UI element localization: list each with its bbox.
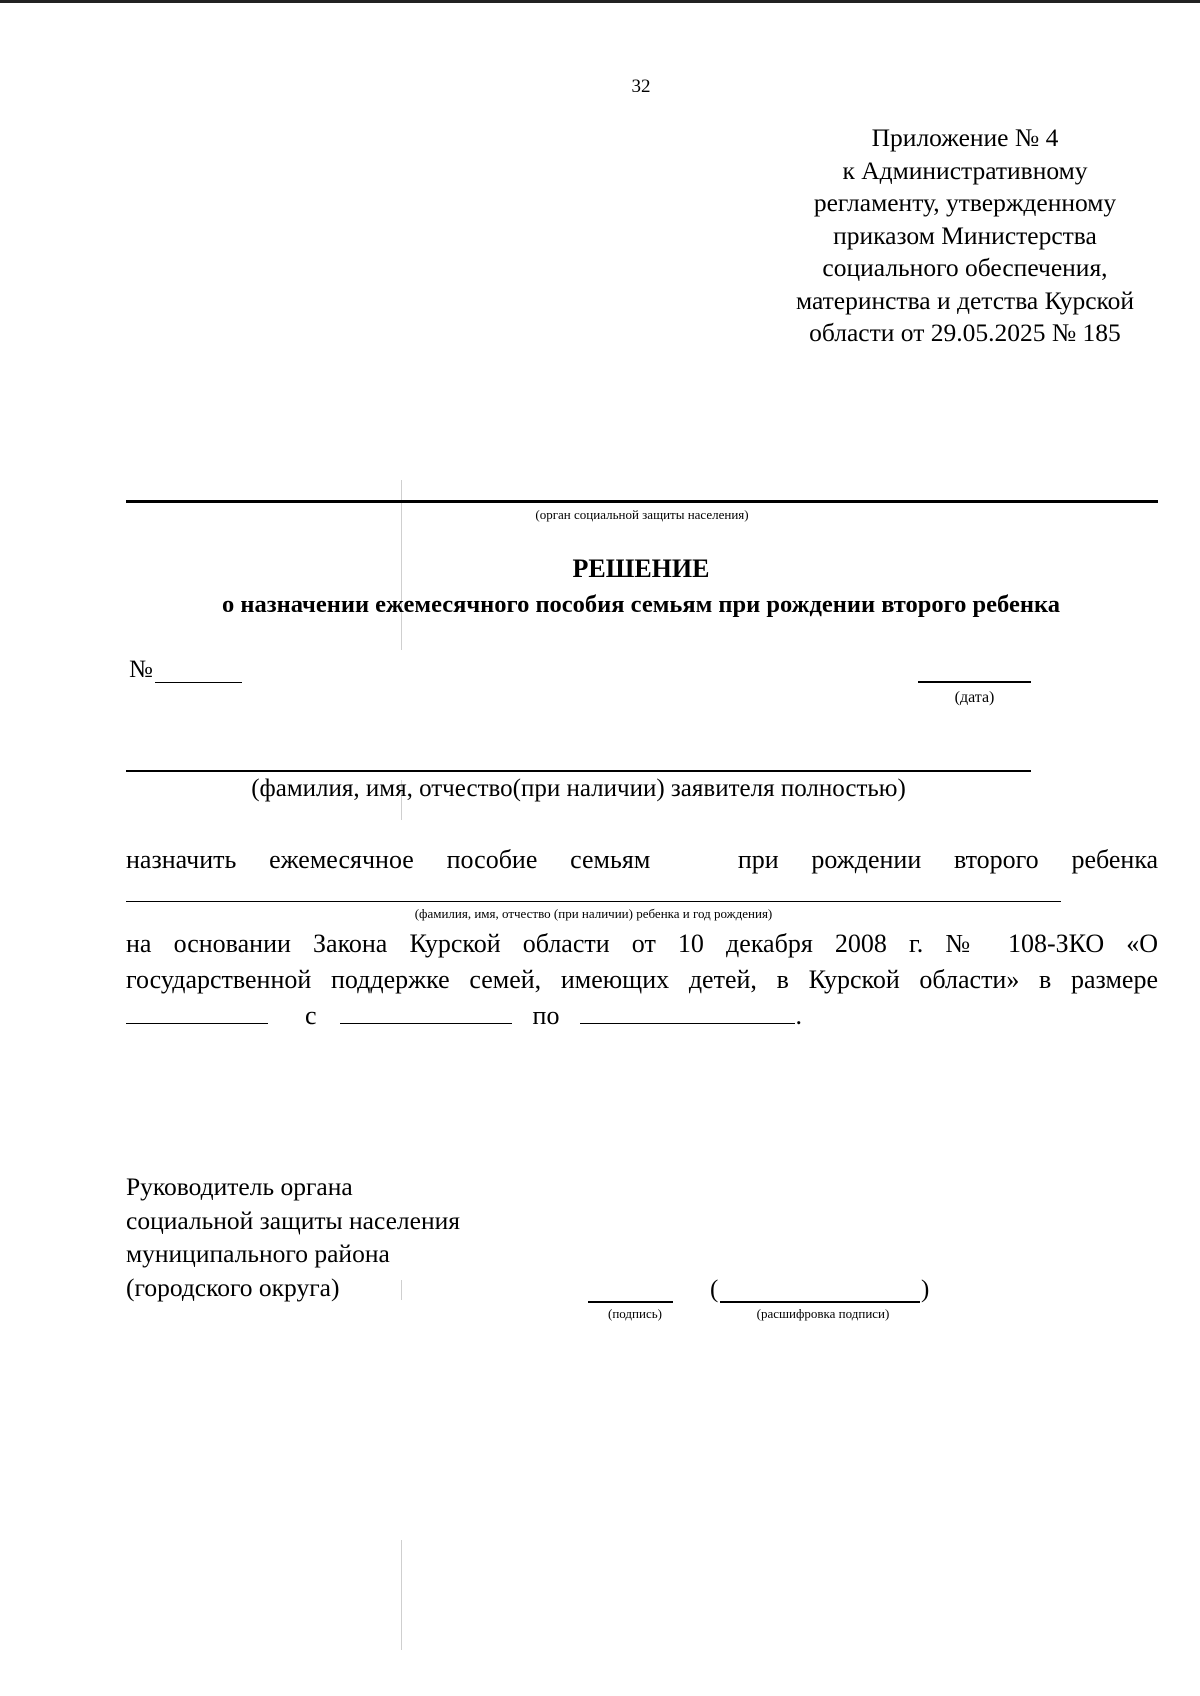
assign-word: второго: [954, 845, 1039, 874]
scan-artifact-line: [401, 1540, 402, 1650]
appendix-line: социального обеспечения,: [822, 253, 1108, 282]
signer-line: муниципального района: [126, 1239, 390, 1268]
assign-line: [126, 842, 1158, 878]
number-label: №: [129, 656, 153, 683]
child-info-field[interactable]: [126, 901, 1061, 902]
from-label: с: [305, 1001, 317, 1030]
assign-word: рождении: [811, 845, 922, 874]
signature-decode-field[interactable]: [720, 1301, 920, 1303]
date-field[interactable]: [918, 681, 1031, 683]
end-mark: .: [795, 1001, 802, 1030]
basis-line: государственной поддержке семей, имеющих детей, в Курской области» в размере: [126, 965, 1158, 994]
appendix-block: [740, 122, 1190, 350]
assign-word: ежемесячное: [269, 845, 414, 874]
assign-word: назначить: [126, 845, 237, 874]
applicant-caption: (фамилия, имя, отчество(при наличии) заявителя полностью): [251, 775, 906, 802]
number-field[interactable]: [155, 682, 242, 683]
signer-line: (городского округа): [126, 1272, 340, 1302]
appendix-line: к Административному: [842, 155, 1088, 185]
appendix-line: Приложение № 4: [871, 123, 1059, 152]
appendix-line: материнства и детства Курской: [795, 285, 1134, 315]
basis-paragraph: [126, 926, 1158, 998]
signer-line: Руководитель органа: [126, 1172, 353, 1201]
appendix-line: области от 29.05.2025 № 185: [809, 318, 1121, 347]
decode-open-paren: (: [710, 1276, 719, 1303]
signer-block: [126, 1170, 460, 1304]
page-number: 32: [631, 76, 651, 97]
assign-word: семьям: [570, 845, 651, 874]
signer-line: социальной защиты населения: [126, 1205, 460, 1235]
to-label: по: [532, 1001, 560, 1030]
document-title: РЕШЕНИЕ: [572, 554, 710, 583]
assign-word: пособие: [446, 845, 538, 874]
child-caption: (фамилия, имя, отчество (при наличии) ребенка и год рождения): [414, 906, 773, 921]
signature-decode-caption: (расшифровка подписи): [756, 1306, 890, 1321]
amount-field[interactable]: [126, 1001, 268, 1024]
end-date-field[interactable]: [580, 1001, 795, 1024]
appendix-line: приказом Министерства: [833, 220, 1097, 250]
org-caption: (орган социальной защиты населения): [535, 507, 749, 522]
start-date-field[interactable]: [340, 1001, 512, 1024]
org-name-field[interactable]: [126, 500, 1158, 503]
amount-period-row: [126, 998, 802, 1034]
date-caption: (дата): [954, 689, 995, 706]
appendix-line: регламенту, утвержденному: [813, 188, 1117, 217]
document-subtitle: о назначении ежемесячного пособия семьям при рождении второго ребенка: [222, 591, 1060, 618]
signature-caption: (подпись): [608, 1306, 662, 1321]
page-top-border: [0, 0, 1200, 3]
basis-line: на основании Закона Курской области от 10 декабря 2008 г. № 108-ЗКО «О: [126, 929, 1158, 958]
assign-word: при: [737, 845, 779, 874]
applicant-name-field[interactable]: [126, 770, 1031, 772]
signature-field[interactable]: [588, 1301, 673, 1303]
decode-close-paren: ): [921, 1276, 930, 1303]
assign-word: ребенка: [1071, 845, 1159, 874]
